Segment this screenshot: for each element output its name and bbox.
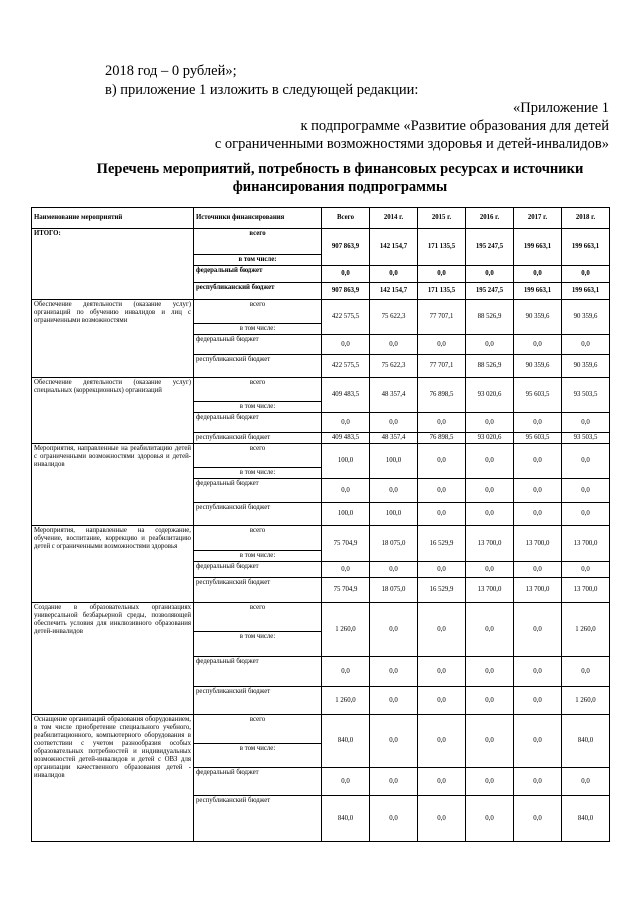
value-cell: 16 529,9 — [418, 578, 466, 603]
value-cell: 100,0 — [370, 444, 418, 479]
funding-source: всего — [194, 526, 322, 551]
value-cell: 0,0 — [418, 562, 466, 578]
funding-source: в том числе: — [194, 255, 322, 266]
value-cell: 422 575,5 — [322, 300, 370, 335]
activity-name: Обеспечение деятельности (оказание услуг) организаций по обучению инвалидов и лиц с ограниченными возможностями — [32, 300, 194, 378]
funding-source: в том числе: — [194, 402, 322, 413]
value-cell: 0,0 — [466, 413, 514, 433]
value-cell: 840,0 — [562, 715, 610, 768]
value-cell: 142 154,7 — [370, 283, 418, 300]
value-cell: 0,0 — [322, 479, 370, 503]
value-cell: 75 622,3 — [370, 355, 418, 378]
value-cell: 88 526,9 — [466, 355, 514, 378]
funding-source: в том числе: — [194, 632, 322, 657]
header-cell: 2016 г. — [466, 208, 514, 229]
value-cell: 0,0 — [370, 715, 418, 768]
value-cell: 0,0 — [322, 266, 370, 283]
value-cell: 0,0 — [466, 335, 514, 355]
table-row — [32, 300, 610, 324]
value-cell: 0,0 — [466, 687, 514, 715]
value-cell: 75 622,3 — [370, 300, 418, 335]
funding-source: федеральный бюджет — [194, 768, 322, 796]
appendix-subprogram: к подпрограмме «Развитие образования для детей — [300, 118, 609, 134]
value-cell: 1 260,0 — [322, 687, 370, 715]
value-cell: 0,0 — [322, 335, 370, 355]
value-cell: 93 020,6 — [466, 433, 514, 444]
value-cell: 0,0 — [418, 266, 466, 283]
value-cell: 0,0 — [562, 413, 610, 433]
activity-name: ИТОГО: — [32, 229, 194, 300]
funding-source: всего — [194, 715, 322, 744]
funding-source: республиканский бюджет — [194, 796, 322, 842]
value-cell: 0,0 — [418, 479, 466, 503]
value-cell: 75 704,9 — [322, 578, 370, 603]
value-cell: 0,0 — [466, 768, 514, 796]
funding-source: федеральный бюджет — [194, 562, 322, 578]
value-cell: 95 603,5 — [514, 378, 562, 413]
appendix-subprogram-cont: с ограниченными возможностями здоровья и детей-инвалидов» — [214, 136, 609, 152]
value-cell: 48 357,4 — [370, 433, 418, 444]
value-cell: 0,0 — [370, 687, 418, 715]
value-cell: 142 154,7 — [370, 229, 418, 266]
value-cell: 409 483,5 — [322, 433, 370, 444]
activity-name: Мероприятия, направленные на содержание, обучение, воспитание, коррекцию и реабилитацию детей с ограниченными возможностями здоровья — [32, 526, 194, 603]
title-line-2: финансирования подпрограммы — [232, 179, 448, 195]
value-cell: 0,0 — [514, 796, 562, 842]
value-cell: 0,0 — [370, 657, 418, 687]
funding-source: федеральный бюджет — [194, 266, 322, 283]
value-cell: 0,0 — [322, 562, 370, 578]
table-row — [32, 715, 610, 744]
header-cell: Источники финансирования — [194, 208, 322, 229]
value-cell: 0,0 — [562, 562, 610, 578]
value-cell: 0,0 — [418, 335, 466, 355]
funding-source: всего — [194, 603, 322, 632]
value-cell: 0,0 — [562, 503, 610, 526]
table-row — [32, 603, 610, 632]
header-cell: Всего — [322, 208, 370, 229]
value-cell: 16 529,9 — [418, 526, 466, 562]
funding-source: в том числе: — [194, 468, 322, 479]
header-cell: Наименование мероприятий — [32, 208, 194, 229]
value-cell: 171 135,5 — [418, 283, 466, 300]
value-cell: 90 359,6 — [562, 355, 610, 378]
financing-table — [31, 207, 610, 842]
header-cell: 2017 г. — [514, 208, 562, 229]
activity-name: Обеспечение деятельности (оказание услуг) специальных (коррекционных) организаций — [32, 378, 194, 444]
value-cell: 0,0 — [514, 444, 562, 479]
title-line-1: Перечень мероприятий, потребность в финансовых ресурсах и источники — [96, 161, 584, 177]
funding-source: всего — [194, 300, 322, 324]
value-cell: 0,0 — [466, 266, 514, 283]
value-cell: 0,0 — [322, 768, 370, 796]
value-cell: 1 260,0 — [562, 687, 610, 715]
value-cell: 0,0 — [418, 796, 466, 842]
value-cell: 0,0 — [418, 444, 466, 479]
value-cell: 0,0 — [514, 479, 562, 503]
value-cell: 13 700,0 — [466, 578, 514, 603]
value-cell: 0,0 — [562, 335, 610, 355]
value-cell: 0,0 — [418, 413, 466, 433]
value-cell: 0,0 — [514, 657, 562, 687]
value-cell: 0,0 — [370, 562, 418, 578]
value-cell: 18 075,0 — [370, 526, 418, 562]
funding-source: федеральный бюджет — [194, 479, 322, 503]
activity-name: Оснащение организаций образования оборудованием, в том числе приобретение специального учебного, реабилитационного, компьютерного оборудования в соответствии с учетом разнообразия особых образовательных потребностей и индивидуальных возможностей детей-инвалидов и детей с ОВЗ для организации качественного образования детей - инвалидов — [32, 715, 194, 842]
value-cell: 0,0 — [514, 413, 562, 433]
value-cell: 0,0 — [466, 444, 514, 479]
value-cell: 907 863,9 — [322, 229, 370, 266]
value-cell: 0,0 — [466, 479, 514, 503]
value-cell: 18 075,0 — [370, 578, 418, 603]
value-cell: 195 247,5 — [466, 229, 514, 266]
value-cell: 0,0 — [370, 603, 418, 657]
document-title — [60, 160, 620, 196]
value-cell: 0,0 — [514, 715, 562, 768]
value-cell: 93 020,6 — [466, 378, 514, 413]
value-cell: 409 483,5 — [322, 378, 370, 413]
value-cell: 199 663,1 — [514, 229, 562, 266]
funding-source: республиканский бюджет — [194, 503, 322, 526]
funding-source: республиканский бюджет — [194, 433, 322, 444]
value-cell: 0,0 — [514, 768, 562, 796]
funding-source: федеральный бюджет — [194, 335, 322, 355]
funding-source: республиканский бюджет — [194, 687, 322, 715]
funding-source: всего — [194, 444, 322, 468]
value-cell: 0,0 — [466, 796, 514, 842]
value-cell: 0,0 — [418, 687, 466, 715]
intro-line-2: в) приложение 1 изложить в следующей редакции: — [105, 82, 419, 98]
value-cell: 0,0 — [322, 657, 370, 687]
funding-source: федеральный бюджет — [194, 413, 322, 433]
value-cell: 76 898,5 — [418, 378, 466, 413]
intro-line-1: 2018 год – 0 рублей»; — [105, 63, 237, 79]
funding-source: федеральный бюджет — [194, 657, 322, 687]
value-cell: 93 503,5 — [562, 378, 610, 413]
value-cell: 90 359,6 — [514, 300, 562, 335]
appendix-label: «Приложение 1 — [513, 100, 609, 116]
value-cell: 0,0 — [418, 768, 466, 796]
value-cell: 171 135,5 — [418, 229, 466, 266]
value-cell: 0,0 — [562, 444, 610, 479]
value-cell: 100,0 — [322, 503, 370, 526]
table-row — [32, 444, 610, 468]
value-cell: 0,0 — [466, 562, 514, 578]
value-cell: 0,0 — [562, 657, 610, 687]
value-cell: 0,0 — [562, 768, 610, 796]
header-cell: 2014 г. — [370, 208, 418, 229]
value-cell: 90 359,6 — [514, 355, 562, 378]
value-cell: 13 700,0 — [514, 526, 562, 562]
value-cell: 0,0 — [370, 413, 418, 433]
value-cell: 0,0 — [466, 503, 514, 526]
activity-name: Создание в образовательных организациях универсальной безбарьерной среды, позволяющей обеспечить условия для инклюзивного образования детей-инвалидов — [32, 603, 194, 715]
value-cell: 0,0 — [418, 715, 466, 768]
value-cell: 0,0 — [562, 479, 610, 503]
table-row — [32, 378, 610, 402]
value-cell: 0,0 — [514, 562, 562, 578]
value-cell: 0,0 — [466, 715, 514, 768]
value-cell: 840,0 — [562, 796, 610, 842]
value-cell: 840,0 — [322, 796, 370, 842]
table-row — [32, 229, 610, 255]
value-cell: 422 575,5 — [322, 355, 370, 378]
value-cell: 13 700,0 — [514, 578, 562, 603]
value-cell: 195 247,5 — [466, 283, 514, 300]
funding-source: в том числе: — [194, 744, 322, 768]
funding-source: всего — [194, 378, 322, 402]
value-cell: 93 503,5 — [562, 433, 610, 444]
value-cell: 77 707,1 — [418, 300, 466, 335]
value-cell: 0,0 — [514, 335, 562, 355]
value-cell: 90 359,6 — [562, 300, 610, 335]
value-cell: 0,0 — [514, 266, 562, 283]
value-cell: 0,0 — [370, 479, 418, 503]
value-cell: 0,0 — [562, 266, 610, 283]
activity-name: Мероприятия, направленные на реабилитацию детей с ограниченными возможностями здоровья и детей-инвалидов — [32, 444, 194, 526]
table-row — [32, 526, 610, 551]
value-cell: 100,0 — [322, 444, 370, 479]
value-cell: 0,0 — [514, 503, 562, 526]
value-cell: 48 357,4 — [370, 378, 418, 413]
value-cell: 0,0 — [514, 687, 562, 715]
value-cell: 13 700,0 — [562, 526, 610, 562]
value-cell: 95 603,5 — [514, 433, 562, 444]
value-cell: 13 700,0 — [466, 526, 514, 562]
value-cell: 0,0 — [418, 503, 466, 526]
value-cell: 77 707,1 — [418, 355, 466, 378]
value-cell: 0,0 — [370, 266, 418, 283]
funding-source: республиканский бюджет — [194, 355, 322, 378]
value-cell: 0,0 — [418, 603, 466, 657]
value-cell: 840,0 — [322, 715, 370, 768]
value-cell: 0,0 — [514, 603, 562, 657]
value-cell: 199 663,1 — [562, 229, 610, 266]
value-cell: 0,0 — [370, 768, 418, 796]
value-cell: 0,0 — [418, 657, 466, 687]
value-cell: 75 704,9 — [322, 526, 370, 562]
value-cell: 1 260,0 — [322, 603, 370, 657]
value-cell: 907 863,9 — [322, 283, 370, 300]
value-cell: 76 898,5 — [418, 433, 466, 444]
header-row — [32, 208, 610, 229]
value-cell: 199 663,1 — [562, 283, 610, 300]
value-cell: 0,0 — [370, 335, 418, 355]
value-cell: 0,0 — [466, 603, 514, 657]
value-cell: 100,0 — [370, 503, 418, 526]
value-cell: 88 526,9 — [466, 300, 514, 335]
funding-source: всего — [194, 229, 322, 255]
funding-source: республиканский бюджет — [194, 283, 322, 300]
value-cell: 0,0 — [322, 413, 370, 433]
funding-source: в том числе: — [194, 324, 322, 335]
header-cell: 2018 г. — [562, 208, 610, 229]
value-cell: 13 700,0 — [562, 578, 610, 603]
value-cell: 199 663,1 — [514, 283, 562, 300]
funding-source: республиканский бюджет — [194, 578, 322, 603]
value-cell: 1 260,0 — [562, 603, 610, 657]
value-cell: 0,0 — [370, 796, 418, 842]
funding-source: в том числе: — [194, 551, 322, 562]
value-cell: 0,0 — [466, 657, 514, 687]
header-cell: 2015 г. — [418, 208, 466, 229]
